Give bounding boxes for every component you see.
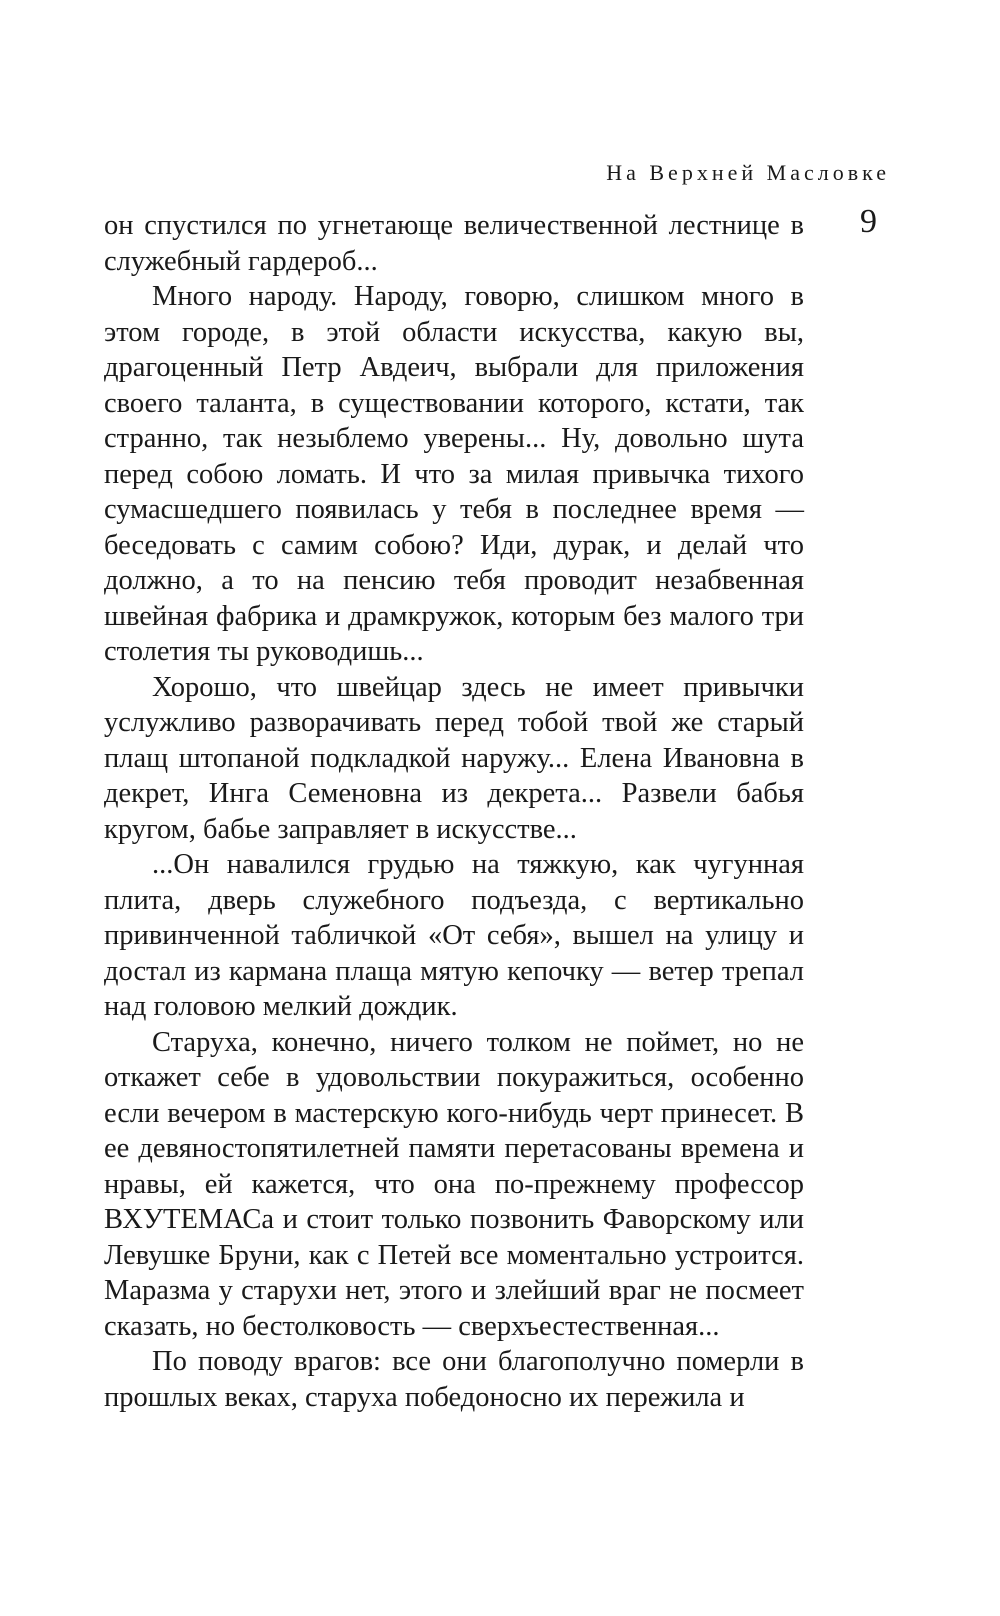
paragraph: Старуха, конечно, ничего толком не поймет, но не откажет себе в удовольствии покуражиться, особенно если вечером в мастерскую кого-нибудь черт принесет. В ее девяностопятилетней памяти перетасованы времена и нравы, ей кажется, что она по-прежнему профессор ВХУТЕМАСа и стоит только позвонить Фаворскому или Левушке Бруни, как с Петей все моментально устроится. Маразма у старухи нет, этого и злейший враг не посмеет сказать, но бестолковость — сверхъестественная... bbox=[104, 1026, 804, 1342]
paragraph: Много народу. Народу, говорю, слишком много в этом городе, в этой области искусства, какую вы, драгоценный Петр Авдеич, выбрали для приложения своего таланта, в существовании которого, кстати, так странно, так незыблемо уверены... Ну, довольно шута перед собою ломать. И что за милая привычка тихого сумасшедшего появилась у тебя в последнее время — беседовать с самим собою? Иди, дурак, и делай что должно, а то на пенсию тебя проводит незабвенная швейная фабрика и драмкружок, которым без малого три столетия ты руководишь... bbox=[104, 281, 804, 667]
paragraph: По поводу врагов: все они благополучно померли в прошлых веках, старуха победоносно их пережила и bbox=[104, 1346, 804, 1413]
paragraph: ...Он навалился грудью на тяжкую, как чугунная плита, дверь служебного подъезда, с вертикально привинченной табличкой «От себя», вышел на улицу и достал из кармана плаща мятую кепочку — ветер трепал над головою мелкий дождик. bbox=[104, 849, 804, 1022]
paragraph: он спустился по угнетающе величественной лестнице в служебный гардероб... bbox=[104, 210, 804, 277]
paragraph: Хорошо, что швейцар здесь не имеет привычки услужливо разворачивать перед тобой твой же старый плащ штопаной подкладкой наружу... Елена Ивановна в декрет, Инга Семеновна из декрета... Развели бабья кругом, бабье заправляет в искусстве... bbox=[104, 671, 804, 845]
page-number: 9 bbox=[860, 203, 877, 240]
body-text bbox=[104, 208, 804, 1415]
running-title: На Верхней Масловке bbox=[606, 160, 890, 185]
